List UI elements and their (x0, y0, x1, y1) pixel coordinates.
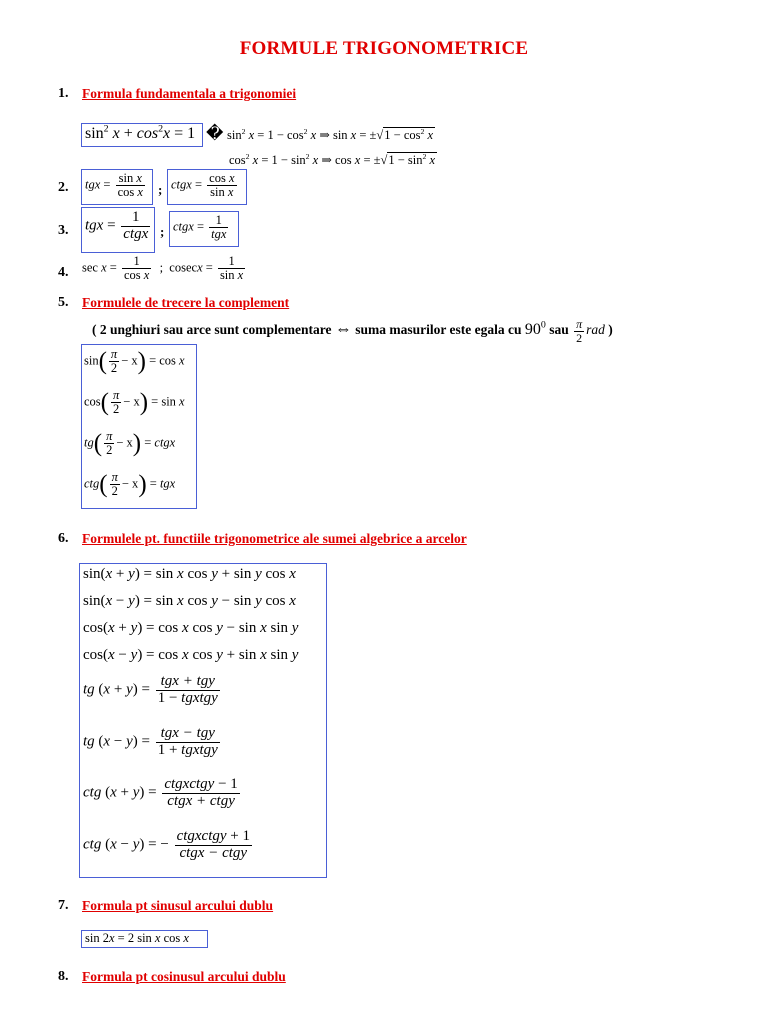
formula-sin-double: sin 2x = 2 sin x cos x (81, 930, 208, 948)
section-number-4: 4. (58, 265, 69, 280)
section-heading-6: Formulele pt. functiile trigonometrice ale sumei algebrice a arcelor (82, 531, 467, 546)
formula-ctg-diff: ctg (x − y) = − $\frac{\text{ctgxctgy + 1}}{\text{ctgx − ctgy}}$ (83, 828, 250, 861)
formula-tg-sum: tg (x + y) = $\frac{\text{tgx + tgy}}{\text{1 − tgxtgy}}$ (83, 673, 218, 706)
separator-semicolon: ; (160, 224, 165, 239)
formula-cos-complement: cos( $\frac{\pi}{2}$ − x) = sin x (84, 388, 185, 417)
formula-tg-ratio: tgx = $\frac{\text{sin x}}{\text{cos x}}$ (81, 169, 153, 205)
complement-formulas-box (81, 344, 197, 509)
section-number-7: 7. (58, 898, 69, 913)
formula-ctg-complement: ctg( $\frac{\pi}{2}$ − x) = tgx (84, 470, 176, 499)
section-number-2: 2. (58, 180, 69, 195)
section-heading-5: Formulele de trecere la complement (82, 295, 290, 310)
section-heading-8: Formula pt cosinusul arcului dublu (82, 969, 286, 984)
formula-ctg-inverse: ctgx = $\frac{1}{\text{tgx}}$ (169, 211, 239, 247)
sum-formulas-box (79, 563, 327, 878)
formula-tg-complement: tg( $\frac{\pi}{2}$ − x) = ctgx (84, 429, 176, 458)
note-mid: suma masurilor este egala cu (355, 322, 522, 338)
formula-fundamental: $\sin^2 x + \cos^2x = 1$ (81, 123, 203, 147)
formula-sec-cosec: sec x = $\frac{1}{\text{cos x}}$ ; cosecx = $\frac{1}{\text{sin x}}$ (82, 254, 244, 283)
note-pi-rad: $\frac{\pi}{2}$ rad (576, 317, 605, 345)
section-number-5: 5. (58, 295, 69, 310)
formula-tg-diff: tg (x − y) = $\frac{\text{tgx − tgy}}{\text{1 + tgxtgy}}$ (83, 725, 218, 758)
page-title: FORMULE TRIGONOMETRICE (239, 38, 529, 59)
section-number-1: 1. (58, 86, 69, 101)
complementary-note (92, 318, 613, 344)
formula-sin-complement: sin( $\frac{\pi}{2}$ − x) = cos x (84, 347, 185, 376)
note-open: ( 2 unghiuri sau arce sunt complementare (92, 322, 332, 338)
section-number-3: 3. (58, 223, 69, 238)
formula-ctg-ratio: ctgx = $\frac{\text{cos x}}{\text{sin x}}$ (167, 169, 247, 205)
separator-semicolon: ; (158, 182, 163, 197)
formula-sin-sum: sin(x + y) = sin x cos y + sin y cos x (83, 566, 296, 582)
formula-ctg-sum: ctg (x + y) = $\frac{\text{ctgxctgy − 1}}{\text{ctgx + ctgy}}$ (83, 776, 238, 809)
note-close: ) (608, 322, 613, 338)
note-sau: sau (549, 322, 569, 338)
formula-cos-diff: cos(x − y) = cos x cos y + sin x sin y (83, 647, 299, 663)
section-heading-1: Formula fundamentala a trigonomiei (82, 86, 297, 101)
formula-tg-inverse: tgx = $\frac{1}{\text{ctgx}}$ (81, 207, 155, 253)
formula-sin-diff: sin(x − y) = sin x cos y − sin y cos x (83, 593, 296, 609)
section-number-6: 6. (58, 531, 69, 546)
replacement-glyph: � (206, 124, 224, 143)
section-heading-7: Formula pt sinusul arcului dublu (82, 898, 274, 913)
section-number-8: 8. (58, 969, 69, 984)
formula-cos-derivation: $\cos^2 x = 1 - \sin^2 x$ ⇒ $\cos x = \pm√1 - \sin^2 x$ (229, 151, 436, 167)
formula-cos-sum: cos(x + y) = cos x cos y − sin x sin y (83, 620, 299, 636)
formula-sin-derivation: $\sin^2 x = 1 - \cos^2 x$ ⇒ $\sin x = \pm√1 - \cos^2 x$ (227, 126, 434, 142)
equivalence-symbol: ⇔ (334, 319, 352, 339)
note-degrees: $90^0$ (524, 319, 546, 339)
